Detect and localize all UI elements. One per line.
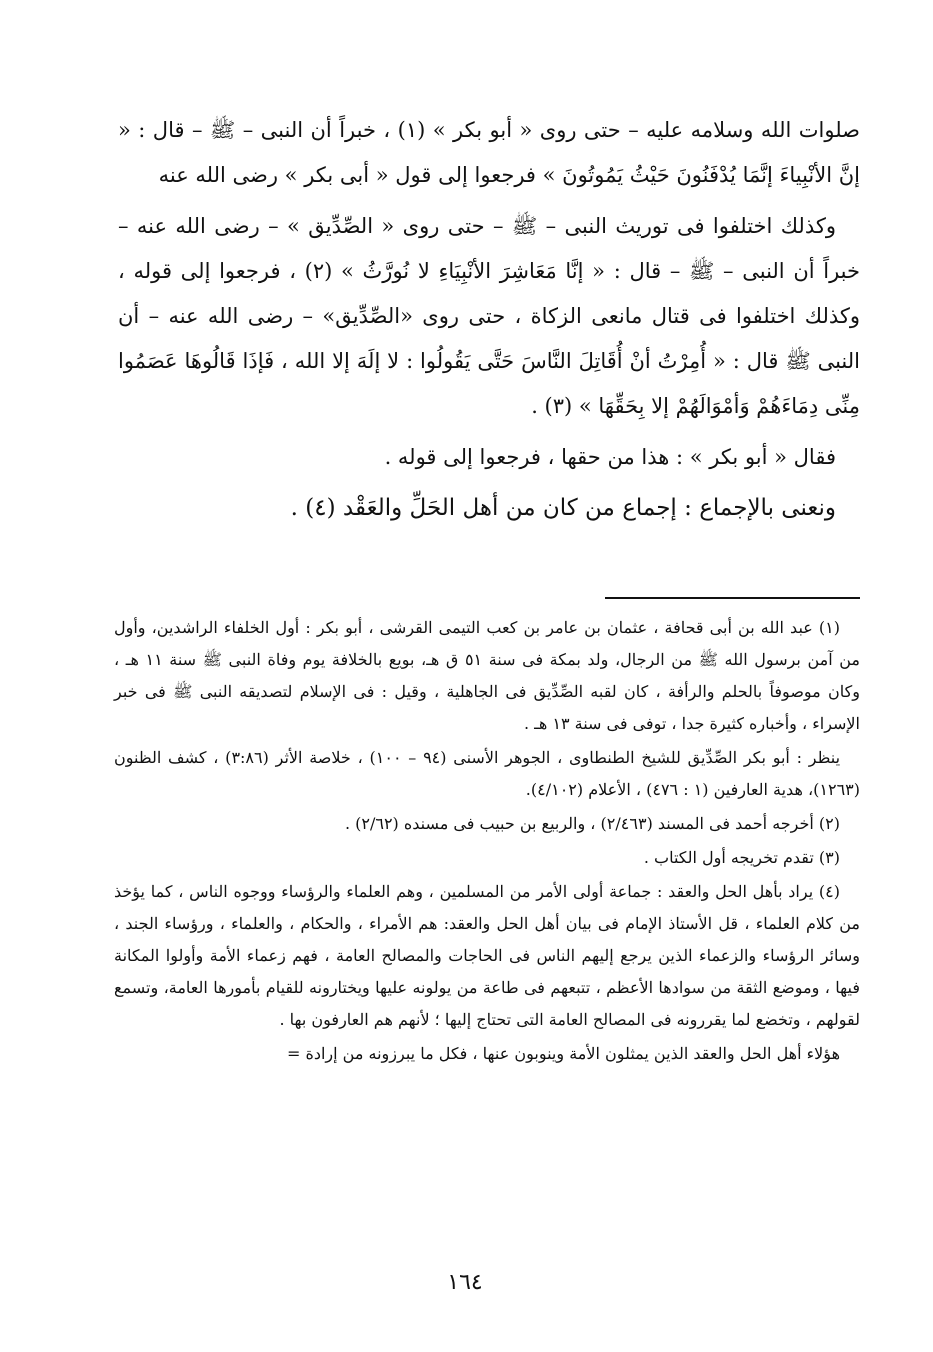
footnote: (٢) أخرجه أحمد فى المسند (٢/٤٦٣) ، والربيع بن حبيب فى مسنده (٢/٦٢) . <box>344 814 840 833</box>
footnote-divider <box>605 597 860 599</box>
footnote: ينظر : أبو بكر الصِّدِّيق للشيخ الطنطاوى ، الجوهر الأسنى (٩٤ – ١٠٠) ، خلاصة الأثر (٣:٨٦) ، كشف الظنون (١٢٦٣)، هدية العارفين (١ : ٤٧٦) ، الأعلام (٤/١٠٢). <box>114 748 860 799</box>
main-paragraph: وكذلك اختلفوا فى توريث النبى – ﷺ – حتى روى « الصِّدِّيق » – رضى الله عنه – خبراً أن النبى – ﷺ – قال : « إنَّا مَعَاشِرَ الأنْبِيَاءِ لا نُورَّثُ » (٢) ، فرجعوا إلى قوله ، وكذلك اختلفوا فى قتال مانعى الزكاة ، حتى روى «الصِّدِّيق» – رضى الله عنه – أن النبى ﷺ قال : « أُمِرْتُ أنْ أُقَاتِلَ النَّاسَ حَتَّى يَقُولُوا : لا إلَهَ إلا الله ، فَإذَا قَالُوهَا عَصَمُوا مِنِّى دِمَاءَهُمْ وَأمْوَالَهُمْ إلا بِحَقِّهَا » (٣) . <box>118 214 860 418</box>
main-paragraph: صلوات الله وسلامه عليه – حتى روى « أبو بكر » (١) ، خبراً أن النبى – ﷺ – قال : « إنَّ الأنْبِياءَ إنَّمَا يُدْفَنُونَ حَيْثُ يَمُوتُونَ » فرجعوا إلى قول « أبى بكر » رضى الله عنه <box>118 118 860 187</box>
footnote: (١) عبد الله بن أبى قحافة ، عثمان بن عامر بن كعب التيمى القرشى ، أبو بكر : أول الخلفاء الراشدين، وأول من آمن برسول الله ﷺ من الرجال، ولد بمكة فى سنة ٥١ ق هـ، بويع بالخلافة يوم وفاة النبى ﷺ سنة ١١ هـ ، وكان موصوفاً بالحلم والرأفة ، كان لقبه الصِّدِّيق فى الجاهلية ، وقيل : فى الإسلام لتصديقه النبى ﷺ فى خبر الإسراء ، وأخباره كثيرة جدا ، توفى فى سنة ١٣ هـ . <box>114 618 860 733</box>
main-text <box>118 108 860 537</box>
footnote: (٤) يراد بأهل الحل والعقد : جماعة أولى الأمر من المسلمين ، وهم العلماء والرؤساء ووجوه الناس ، كما يؤخذ من كلام العلماء ، قل الأستاذ الإمام فى بيان أهل الحل والعقد: هم الأمراء ، والحكام ، والعلماء ، ورؤساء الجند ، وسائر الرؤساء والزعماء الذين يرجع إليهم الناس فى الحاجات والمصالح العامة ، فهم زعماء الأمة وأولوا المكانة فيها ، وموضع الثقة من سوادها الأعظم ، تتبعهم فى طاعة من يولونه عليها ويختارونه للقيام بأمورها العامة، وتسمع لقولهم ، وتخضع لما يقررونه فى المصالح العامة التى تحتاج إليها ؛ لأنهم هم العارفون بها . <box>114 882 861 1029</box>
footnotes <box>114 612 860 1072</box>
footnote: (٣) تقدم تخريجه أول الكتاب . <box>643 848 840 867</box>
main-paragraph: ونعنى بالإجماع : إجماع من كان من أهل الحَلِّ والعَقْد (٤) . <box>290 495 836 521</box>
footnote: هؤلاء أهل الحل والعقد الذين يمثلون الأمة وينوبون عنها ، فكل ما يبرزونه من إرادة = <box>286 1044 840 1063</box>
main-paragraph: فقال « أبو بكر » : هذا من حقها ، فرجعوا إلى قوله . <box>384 445 836 469</box>
page-number: ١٦٤ <box>447 1270 483 1295</box>
